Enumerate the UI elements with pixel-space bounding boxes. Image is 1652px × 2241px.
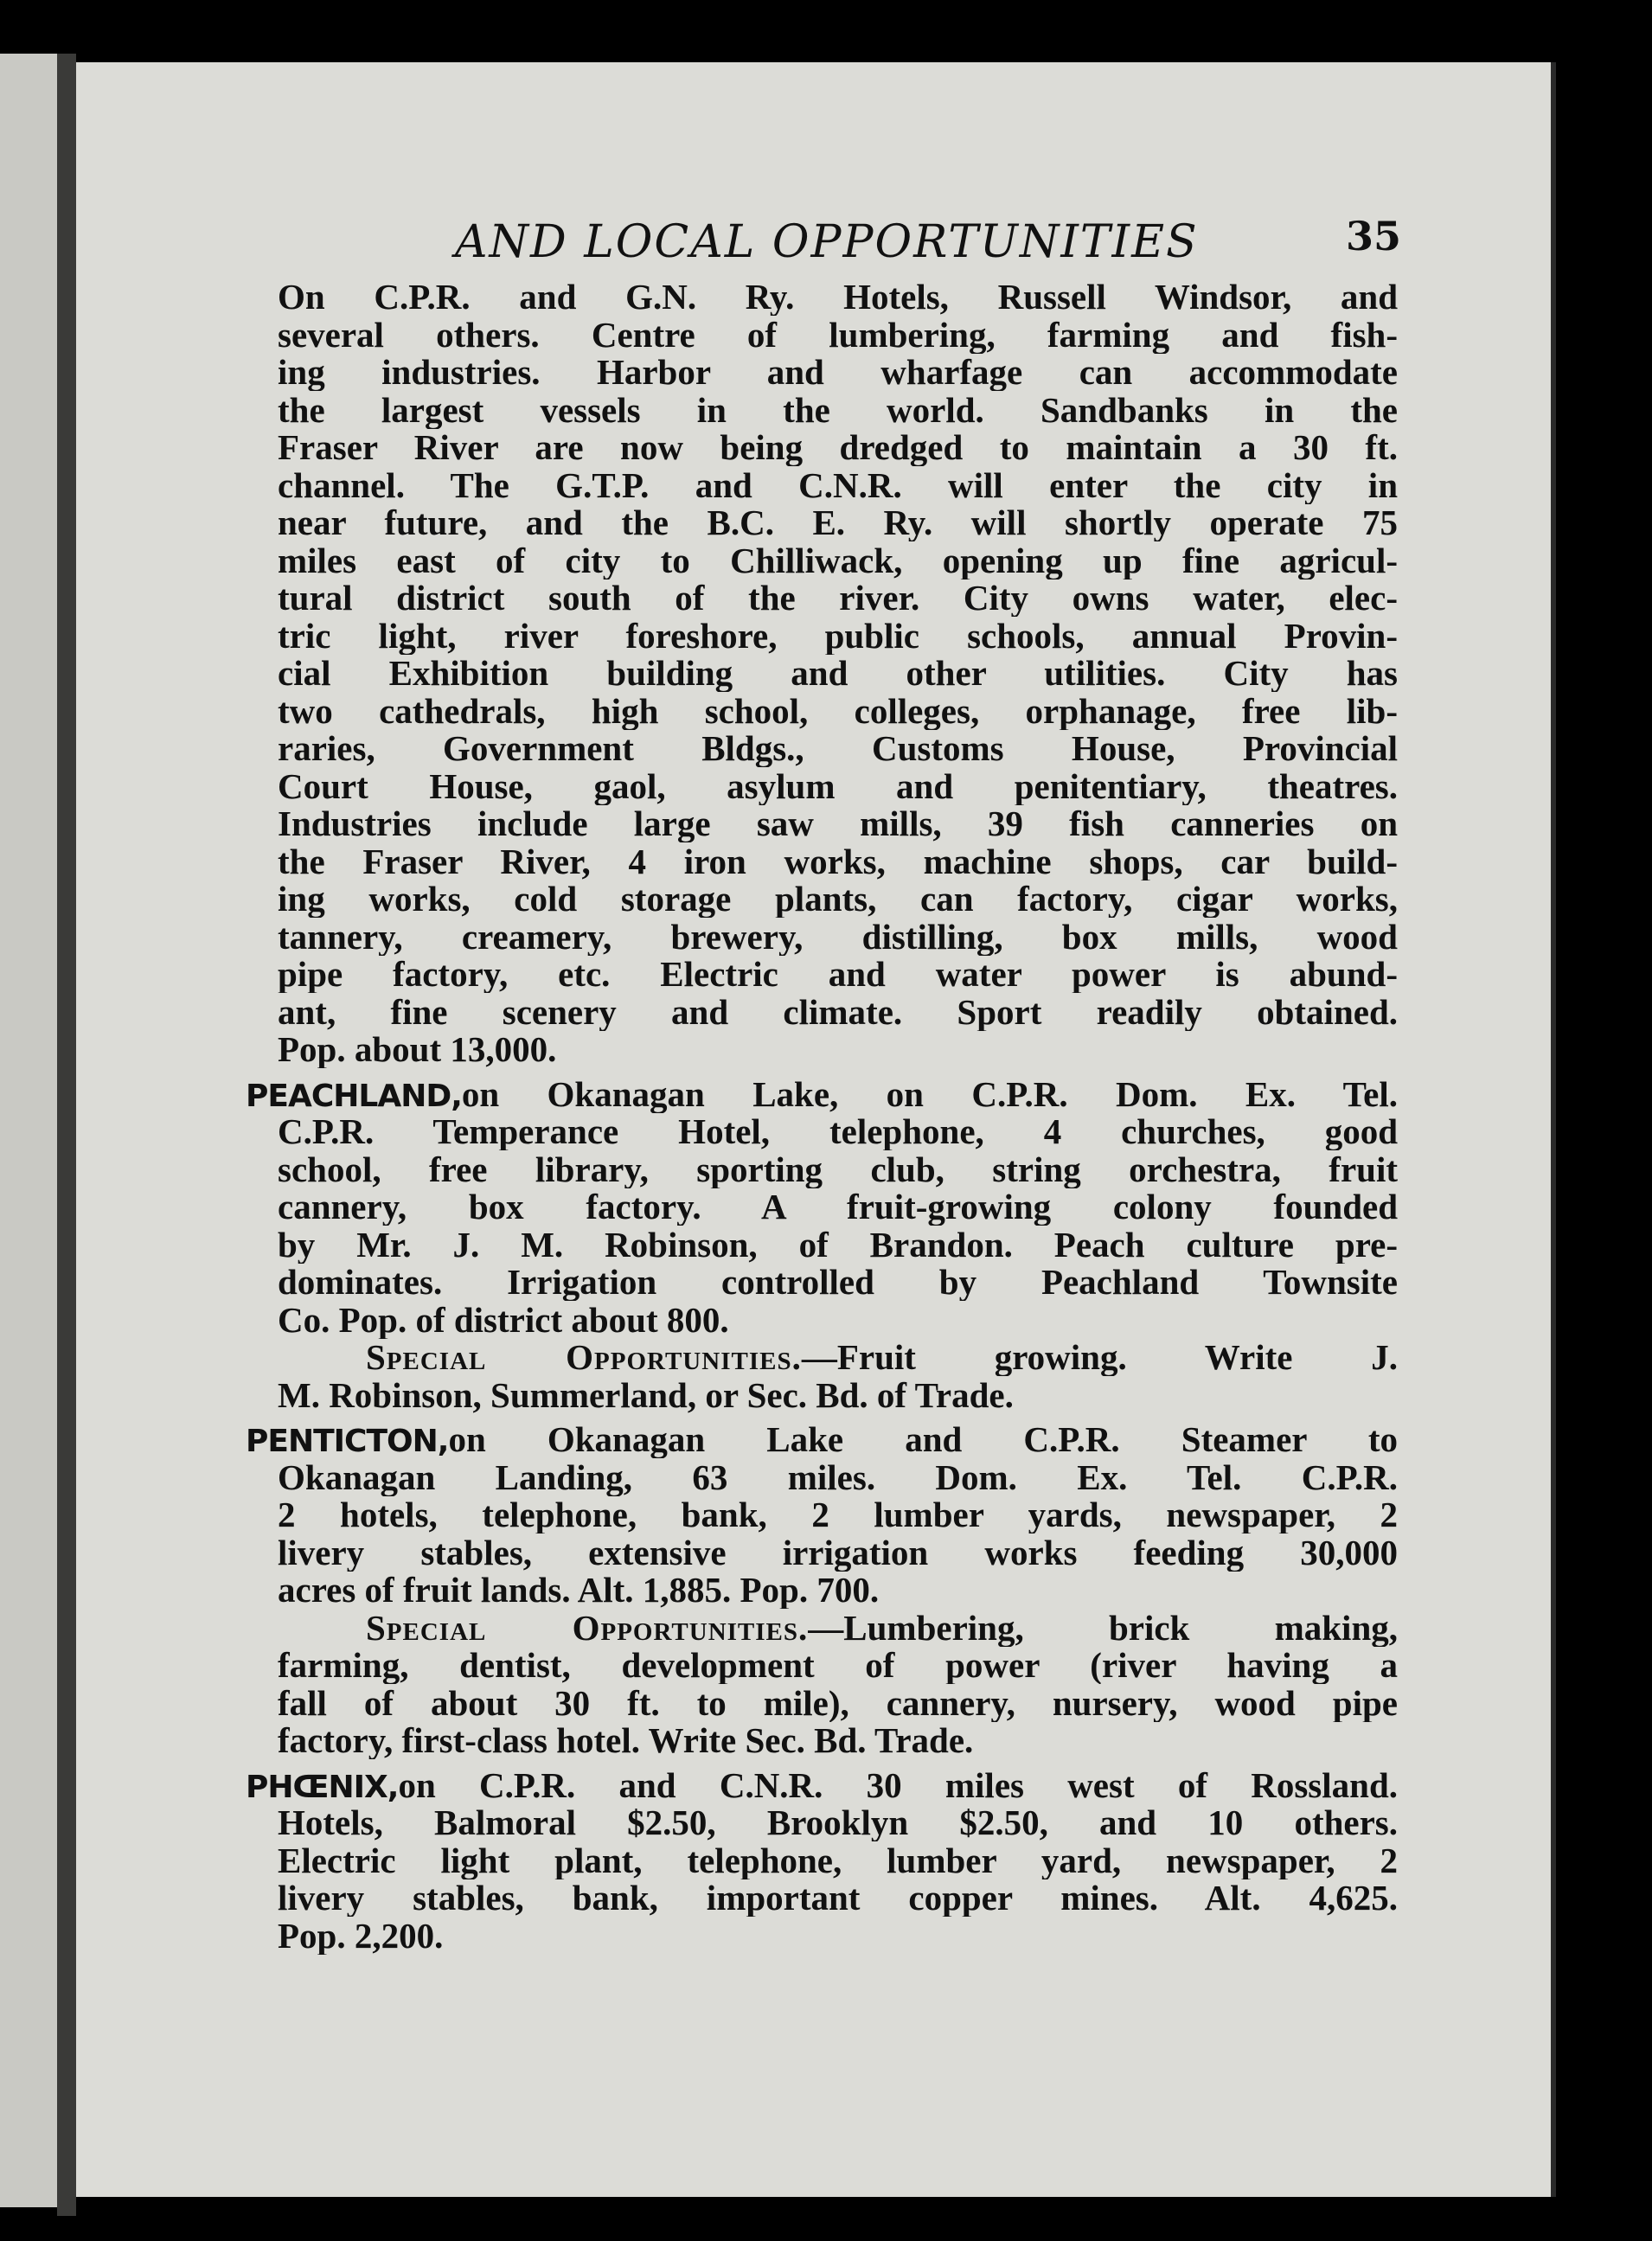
line-text: raries, Government Bldgs., Customs House, Provincial (278, 730, 1398, 767)
special-line-text: M. Robinson, Summerland, or Sec. Bd. of Trade. (278, 1376, 1014, 1414)
entry-line-text: Co. Pop. of district about 800. (278, 1301, 729, 1339)
line-text: Court House, gaol, asylum and penitentiary, theatres. (278, 767, 1398, 805)
line-text: near future, and the B.C. E. Ry. will shortly operate 75 (278, 504, 1398, 541)
running-head-title: AND LOCAL OPPORTUNITIES (455, 216, 1199, 268)
book-page (76, 62, 1551, 2197)
special-continuation-line (278, 1377, 1398, 1414)
entry-line (278, 1264, 1398, 1301)
entry-line-text: livery stables, extensive irrigation works feeding 30,000 (278, 1533, 1398, 1572)
entry-line (278, 1226, 1398, 1264)
entry-line (278, 1151, 1398, 1188)
entry-line (278, 1459, 1398, 1496)
entry-line-text: by Mr. J. M. Robinson, of Brandon. Peach culture pre- (278, 1226, 1398, 1264)
continuation-line (278, 843, 1398, 880)
line-text: ing industries. Harbor and wharfage can accommodate (278, 354, 1398, 391)
line-text: tural district south of the river. City owns water, elec- (278, 579, 1398, 617)
line-text: Pop. about 13,000. (278, 1031, 557, 1068)
continuation-line (278, 542, 1398, 579)
special-line (366, 1339, 1398, 1376)
entry-first-line: on Okanagan Lake and C.P.R. Steamer to (448, 1421, 1398, 1458)
entry-heading-line (246, 1767, 1398, 1804)
entry-line (278, 1188, 1398, 1226)
special-opportunities-label: Special Opportunities. (366, 1339, 802, 1376)
special-continuation-line (278, 1722, 1398, 1759)
entry-heading: PENTICTON, (246, 1424, 449, 1458)
entry-line-text: acres of fruit lands. Alt. 1,885. Pop. 700. (278, 1572, 880, 1609)
entry-line (278, 1804, 1398, 1841)
line-text: Industries include large saw mills, 39 fish canneries on (278, 805, 1398, 842)
running-head (76, 213, 1551, 285)
special-continuation-line (278, 1647, 1398, 1684)
entry-line-text: Pop. 2,200. (278, 1917, 444, 1955)
line-text: miles east of city to Chilliwack, opening up fine agricul- (278, 541, 1398, 579)
special-line-text: farming, dentist, development of power (river having a (278, 1647, 1398, 1684)
entry-heading: PEACHLAND, (246, 1078, 462, 1113)
entry-line (278, 1879, 1398, 1917)
line-text: the largest vessels in the world. Sandbanks in the (278, 391, 1398, 429)
continuation-line (278, 317, 1398, 354)
entry-line (278, 1534, 1398, 1572)
line-text: several others. Centre of lumbering, farming and fish- (278, 316, 1398, 354)
continuation-line (278, 956, 1398, 993)
entry-line (278, 1918, 1398, 1955)
continuation-line (278, 1031, 1398, 1068)
continuation-line (278, 655, 1398, 692)
line-text: two cathedrals, high school, colleges, orphanage, free lib- (278, 692, 1398, 730)
line-text: On C.P.R. and G.N. Ry. Hotels, Russell Windsor, and (278, 279, 1398, 316)
continuation-line (278, 618, 1398, 655)
entry-line (278, 1572, 1398, 1609)
entry-heading: PHŒNIX, (246, 1769, 399, 1804)
entry-line-text: Okanagan Landing, 63 miles. Dom. Ex. Tel. C.P.R. (278, 1458, 1398, 1496)
entry-first-line: on C.P.R. and C.N.R. 30 miles west of Rossland. (398, 1766, 1398, 1804)
continuation-line (278, 693, 1398, 730)
entry-heading-line (246, 1076, 1398, 1113)
special-continuation-line (278, 1685, 1398, 1722)
entry-line-text: dominates. Irrigation controlled by Peachland Townsite (278, 1264, 1398, 1301)
entry-line-text: C.P.R. Temperance Hotel, telephone, 4 churches, good (278, 1113, 1398, 1150)
entry-line-text: 2 hotels, telephone, bank, 2 lumber yards, newspaper, 2 (278, 1496, 1398, 1533)
continuation-line (278, 919, 1398, 956)
continuation-line (278, 880, 1398, 918)
line-text: the Fraser River, 4 iron works, machine shops, car build- (278, 842, 1398, 880)
entry-first-line: on Okanagan Lake, on C.P.R. Dom. Ex. Tel. (461, 1075, 1398, 1113)
entry-line (278, 1113, 1398, 1150)
continuation-line (278, 279, 1398, 316)
continuation-line (278, 504, 1398, 541)
special-line-text: fall of about 30 ft. to mile), cannery, nursery, wood pipe (278, 1684, 1398, 1722)
line-text: tric light, river foreshore, public schools, annual Provin- (278, 617, 1398, 655)
continuation-line (278, 768, 1398, 805)
line-text: cial Exhibition building and other utilities. City has (278, 655, 1398, 692)
page-number: 35 (1346, 213, 1402, 259)
continuation-line (278, 805, 1398, 842)
continuation-line (278, 467, 1398, 504)
entry-line (278, 1496, 1398, 1533)
entry-line-text: livery stables, bank, important copper mines. Alt. 4,625. (278, 1879, 1398, 1917)
continuation-line (278, 354, 1398, 391)
line-text: pipe factory, etc. Electric and water power is abund- (278, 956, 1398, 993)
line-text: ing works, cold storage plants, can factory, cigar works, (278, 880, 1398, 918)
entry-line-text: cannery, box factory. A fruit-growing colony founded (278, 1188, 1398, 1226)
entry-heading-line (246, 1421, 1398, 1458)
special-opportunities-text: —Fruit growing. Write J. (801, 1339, 1398, 1376)
continuation-line (278, 392, 1398, 429)
special-line (366, 1610, 1398, 1647)
continuation-line (278, 994, 1398, 1031)
continuation-line (278, 579, 1398, 617)
entry-line (278, 1842, 1398, 1879)
entry-line-text: school, free library, sporting club, string orchestra, fruit (278, 1150, 1398, 1188)
special-line-text: factory, first-class hotel. Write Sec. Bd. Trade. (278, 1722, 974, 1759)
line-text: Fraser River are now being dredged to maintain a 30 ft. (278, 429, 1398, 466)
continuation-line (278, 429, 1398, 466)
line-text: channel. The G.T.P. and C.N.R. will enter the city in (278, 466, 1398, 504)
line-text: tannery, creamery, brewery, distilling, box mills, wood (278, 918, 1398, 956)
special-opportunities-text: —Lumbering, brick making, (808, 1609, 1398, 1647)
book-spine (57, 54, 76, 2216)
special-opportunities-label: Special Opportunities. (366, 1609, 809, 1647)
line-text: ant, fine scenery and climate. Sport readily obtained. (278, 993, 1398, 1031)
continuation-line (278, 730, 1398, 767)
entry-line-text: Hotels, Balmoral $2.50, Brooklyn $2.50, and 10 others. (278, 1804, 1398, 1841)
entry-line-text: Electric light plant, telephone, lumber yard, newspaper, 2 (278, 1841, 1398, 1879)
entry-line (278, 1302, 1398, 1339)
